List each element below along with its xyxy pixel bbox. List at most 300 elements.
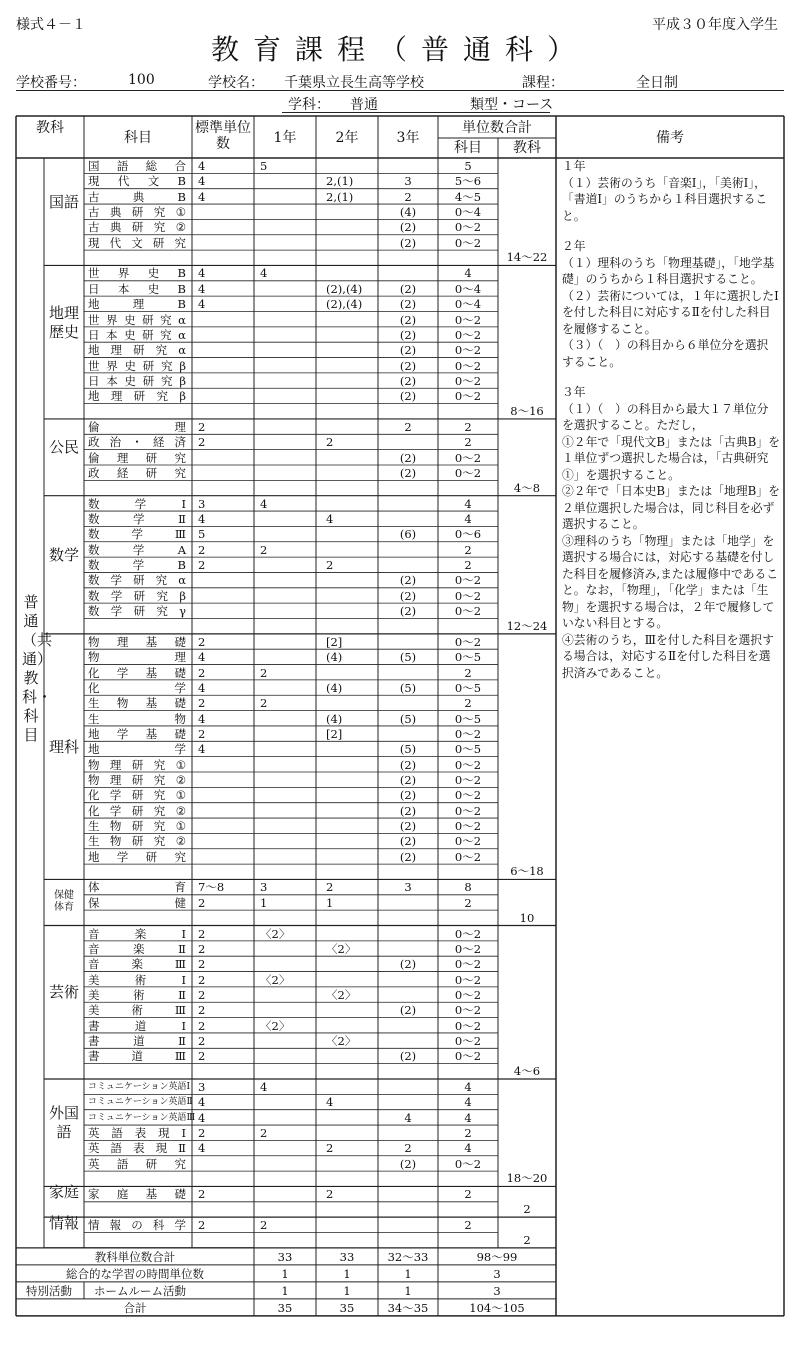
standard-units: 4 (198, 159, 206, 173)
standard-units: 2 (198, 1018, 206, 1033)
standard-units: 4 (198, 174, 206, 189)
subject-name (88, 927, 186, 941)
subject-char: 書 (88, 1018, 100, 1033)
standard-units: 2 (198, 435, 206, 450)
page-title: 教育課程（普通科） (210, 33, 589, 66)
remark-line: （１）理科のうち「物理基礎」，「地学基礎」のうちから１科目選択すること。 (562, 255, 775, 286)
summary-year3: 32～33 (387, 1249, 429, 1264)
subject-char: 本 (106, 327, 118, 342)
subject-name (88, 159, 186, 173)
subject-total: 0～2 (454, 588, 482, 603)
subject-char: Ⅱ (178, 987, 186, 1002)
subject-char: 道 (133, 1033, 145, 1048)
standard-units: 4 (198, 1141, 206, 1156)
subject-total: 0～2 (454, 235, 482, 250)
subject-char: 理 (110, 343, 123, 358)
subject-name (88, 328, 186, 342)
subject-name (88, 758, 186, 772)
year3-units: (2) (399, 803, 417, 818)
year3-units: (2) (399, 788, 417, 803)
subject-name (88, 973, 186, 987)
subject-total: 0～2 (454, 987, 482, 1002)
subject-char: 道 (131, 1049, 143, 1064)
subject-char: Ⅱ (178, 1033, 186, 1048)
year3-units: (2) (399, 373, 417, 388)
year2-units: (4) (326, 650, 343, 665)
area-label: 数学 (48, 545, 79, 564)
subject-name (88, 282, 186, 296)
subject-char: 研 (133, 588, 146, 603)
subject-total: 0～2 (454, 327, 482, 342)
year3-units: 3 (404, 880, 412, 895)
subject-total: 0～2 (454, 634, 482, 649)
subject-char: 究 (174, 1156, 186, 1171)
subject-char: 学 (109, 788, 122, 803)
area-label: 理科 (48, 737, 79, 756)
subject-total: 0～2 (454, 941, 482, 956)
col-remarks: 備考 (656, 130, 684, 146)
subject-char: 基 (145, 634, 158, 649)
year3-units: (2) (399, 312, 417, 327)
subject-char: 数 (88, 588, 100, 603)
subject-total: 2 (464, 1187, 472, 1202)
summary-year2: 35 (339, 1300, 355, 1315)
subject-char: Ⅰ (181, 1126, 186, 1141)
subject-char: 研 (131, 773, 144, 787)
subject-char: 学 (116, 726, 129, 741)
subject-total: 4 (464, 266, 472, 281)
year1-units: 2 (260, 1218, 268, 1233)
subject-char: 術 (134, 972, 147, 987)
subject-name (88, 957, 186, 971)
subject-char: 礎 (174, 696, 186, 711)
subject-char: 研 (145, 450, 158, 465)
subject-name (88, 497, 186, 511)
subject-char: 研 (131, 834, 144, 849)
year1-units: 1 (260, 895, 268, 910)
course: 全日制 (636, 75, 678, 91)
subject-char: β (179, 588, 186, 603)
subject-char: 術 (131, 1003, 143, 1018)
subject-name (88, 788, 186, 802)
subject-total: 8 (464, 880, 472, 895)
special-activity-label: 特別活動 (26, 1283, 72, 1298)
standard-units: 2 (198, 1218, 206, 1233)
entry-year: 平成３０年度入学生 (652, 17, 778, 33)
subject-char: 英 (88, 1156, 100, 1171)
subject-char: ② (175, 834, 186, 849)
year3-units: 3 (404, 174, 412, 189)
year3-units: 2 (404, 419, 412, 434)
subject-char: β (179, 373, 186, 388)
standard-units: 3 (198, 1080, 206, 1094)
year2-units: [2] (326, 726, 343, 741)
subject-char: 礎 (174, 634, 186, 649)
col-area-label: 教科 (36, 120, 64, 136)
year3-units: (2) (399, 297, 417, 312)
subject-char: 究 (174, 235, 186, 250)
subject-char: 日 (88, 281, 100, 296)
subject-char: 数 (88, 496, 100, 511)
year2-units: (4) (326, 711, 343, 726)
subject-char: 書 (88, 1033, 100, 1048)
subject-name (88, 297, 186, 311)
summary-year1: 35 (277, 1300, 293, 1315)
subject-total: 0～2 (454, 466, 482, 480)
subject-char: Ⅲ (174, 1003, 186, 1018)
area-label: 芸術 (48, 983, 79, 1002)
subject-char: 理 (109, 773, 122, 787)
year1-units: 2 (260, 696, 268, 711)
subject-total: 0～2 (454, 726, 482, 741)
subject-char: 地 (88, 389, 100, 404)
subject-name (88, 573, 186, 587)
subject-char: 学 (116, 849, 129, 864)
area-label: 家庭 (48, 1182, 79, 1201)
year3-units: (2) (399, 343, 417, 358)
standard-units: 4 (198, 650, 206, 665)
area-total: 2 (523, 1202, 531, 1217)
subject-char: ① (175, 757, 186, 772)
subject-char: 本 (106, 373, 118, 388)
summary-year3: 34～35 (387, 1300, 429, 1315)
subject-total: 4 (464, 1095, 472, 1110)
year2-units: (2),(4) (326, 281, 363, 296)
subject-char: Ⅰ (181, 496, 186, 511)
subject-char: 地 (88, 726, 100, 741)
subject-total: 0～2 (454, 220, 482, 235)
subject-name: コミュニケーション英語Ⅲ (88, 1112, 196, 1123)
subject-char: B (177, 266, 186, 281)
subject-name (88, 1034, 186, 1048)
subject-char: 数 (88, 604, 100, 619)
subject-char: 文 (131, 235, 143, 250)
subject-char: 音 (88, 926, 100, 941)
subject-char: Ⅲ (174, 1049, 186, 1064)
area-label: 外国語 (48, 1104, 79, 1142)
standard-units: 2 (198, 726, 206, 741)
subject-name (88, 696, 186, 710)
subject-char: 史 (124, 327, 136, 342)
subject-char: Ⅲ (174, 527, 186, 542)
subject-total: 2 (464, 696, 472, 711)
course-label: 課程： (522, 75, 564, 91)
subject-char: 音 (88, 941, 100, 956)
subject-total: 0～4 (454, 297, 482, 312)
subject-total: 0～2 (454, 1003, 482, 1018)
area-label: 公民 (48, 438, 79, 457)
subject-total: 0～2 (454, 788, 482, 803)
school-no: 100 (128, 72, 155, 88)
subject-name (88, 205, 186, 219)
subject-total: 0～5 (454, 711, 482, 726)
subject-char: 表 (134, 1126, 147, 1141)
subject-total: 4～5 (454, 189, 482, 204)
subject-char: 研 (145, 849, 158, 864)
subject-name (88, 650, 186, 664)
standard-units: 4 (198, 1110, 206, 1125)
subject-char: B (177, 189, 186, 204)
year3-units: (2) (399, 1003, 417, 1018)
subject-char: 究 (160, 327, 172, 342)
subject-char: 現 (158, 1126, 170, 1141)
subject-char: 音 (88, 957, 100, 972)
subject-total: 4 (464, 1110, 472, 1125)
year2-units: 2,(1) (326, 174, 354, 189)
subject-char: 研 (133, 573, 145, 588)
subject-total: 0～2 (454, 373, 482, 388)
subject-char: 究 (156, 604, 168, 619)
subject-char: 生 (88, 819, 100, 834)
subject-char: 研 (131, 788, 144, 803)
subject-char: 合 (174, 159, 186, 173)
subject-char: α (178, 327, 186, 342)
subject-total: 0～2 (454, 757, 482, 772)
subject-char: 学 (133, 512, 145, 527)
summary-year3: 1 (404, 1266, 412, 1281)
subject-char: 物 (109, 834, 122, 849)
subject-total: 0～4 (454, 281, 482, 296)
remark-line: （１）芸術のうち「音楽Ⅰ」，「美術Ⅰ」，「書道Ⅰ」のうちから１科目選択すること。 (562, 175, 768, 223)
subject-char: 物 (174, 711, 186, 726)
summary-total: 98～99 (476, 1249, 518, 1264)
standard-units: 2 (198, 419, 206, 434)
subject-char: 界 (117, 266, 130, 281)
subject-name (88, 942, 186, 956)
subject-name (88, 313, 186, 327)
subject-char: 数 (88, 527, 100, 542)
subject-total: 2 (464, 1126, 472, 1141)
year1-units: 5 (260, 159, 268, 173)
year3-units: (2) (399, 281, 417, 296)
subject-char: 理 (174, 419, 186, 434)
col-year3: 3年 (396, 130, 420, 146)
year2-units: 〈2〉 (326, 1033, 357, 1048)
subject-char: 基 (145, 665, 158, 680)
subject-char: 化 (88, 803, 100, 818)
subject-char: ① (175, 205, 186, 220)
subject-name (88, 190, 186, 204)
subject-total: 0～2 (454, 1033, 482, 1048)
subject-name (88, 727, 186, 741)
col-standard (192, 120, 254, 152)
subject-char: 数 (88, 573, 100, 588)
standard-units: 2 (198, 957, 206, 972)
col-area (16, 120, 84, 136)
col-subject: 科目 (124, 130, 152, 146)
summary-year1: 1 (281, 1266, 289, 1281)
subject-char: 理 (110, 389, 123, 404)
year3-units: (2) (399, 450, 417, 465)
subject-char: β (179, 389, 186, 404)
subject-char: 学 (131, 527, 143, 542)
subject-char: 語 (111, 1126, 123, 1141)
subject-char: 生 (88, 834, 100, 849)
summary-label: 教科単位数合計 (94, 1249, 176, 1264)
subject-char: 表 (133, 1141, 145, 1156)
subject-total: 4 (464, 512, 472, 527)
subject-total: 0～2 (454, 358, 482, 373)
subject-char: 現 (88, 174, 100, 189)
year2-units: (2),(4) (326, 297, 363, 312)
remark-line (562, 224, 780, 238)
subject-name (88, 850, 186, 864)
subject-char: 総 (145, 159, 158, 173)
subject-char: 究 (153, 803, 166, 818)
subject-char: 究 (174, 849, 186, 864)
year3-units: (2) (399, 604, 417, 619)
year2-units: (4) (326, 680, 343, 695)
subject-name (88, 1218, 186, 1232)
subject-char: 研 (145, 1156, 158, 1171)
subject-total: 0～5 (454, 742, 482, 757)
standard-units: 2 (198, 941, 206, 956)
subject-char: Ⅰ (181, 926, 186, 941)
school-name: 千葉県立長生高等学校 (284, 75, 424, 91)
col-year1: 1年 (273, 130, 297, 146)
subject-char: 科 (152, 1218, 165, 1233)
subject-name (88, 896, 186, 910)
remark-line: （３）（ ）の科目から６単位分を選択すること。 (562, 338, 769, 369)
year3-units: 2 (404, 189, 412, 204)
subject-char: ・ (131, 435, 143, 450)
standard-units: 2 (198, 1003, 206, 1018)
year3-units: (5) (399, 742, 417, 757)
subject-char: 語 (116, 159, 129, 173)
subject-name (88, 374, 186, 388)
standard-units: 4 (198, 281, 206, 296)
subject-name (88, 543, 186, 557)
subject-total: 2 (464, 895, 472, 910)
subject-char: 研 (133, 389, 146, 404)
subject-char: γ (179, 604, 186, 619)
subject-char: B (177, 281, 186, 296)
subject-char: 礎 (174, 665, 186, 680)
year2-units: 〈2〉 (326, 987, 357, 1002)
remark-line: ２年 (562, 239, 586, 253)
subject-char: 理 (132, 297, 145, 312)
year2-units: 4 (326, 512, 334, 527)
standard-units: 2 (198, 1187, 206, 1202)
year3-units: (2) (399, 389, 417, 404)
subject-char: Ⅲ (174, 957, 186, 972)
school-no-label: 学校番号： (16, 75, 86, 91)
subject-char: 学 (132, 542, 145, 557)
subject-char: 庭 (116, 1187, 129, 1202)
subject-char: α (178, 573, 186, 588)
subject-char: Ⅱ (178, 512, 186, 527)
standard-units: 3 (198, 496, 206, 511)
subject-name (88, 666, 186, 680)
year1-units: 4 (260, 496, 268, 511)
area-total: 8～16 (510, 403, 544, 418)
subject-char: 究 (155, 573, 168, 588)
year1-units: 2 (260, 665, 268, 680)
subject-char: ② (175, 773, 186, 787)
subject-name (88, 773, 186, 787)
subject-char: ① (175, 788, 186, 803)
year2-units: [2] (326, 634, 343, 649)
subject-char: Ⅰ (181, 1018, 186, 1033)
subject-char: 界 (106, 312, 118, 327)
subject-char: 界 (106, 358, 118, 373)
subject-char: 経 (152, 435, 165, 450)
remark-line: （１）（ ）の科目から最大１７単位分を選択すること。ただし， (562, 401, 769, 432)
subject-total: 2 (464, 665, 472, 680)
year3-units: (2) (399, 1049, 417, 1064)
col-total-subject: 科目 (454, 140, 482, 156)
subject-name (88, 1126, 186, 1140)
year3-units: (2) (399, 235, 417, 250)
subject-char: 学 (132, 558, 145, 573)
subject-name (88, 174, 186, 188)
subject-char: 研 (142, 327, 154, 342)
standard-units: 4 (198, 1095, 206, 1110)
standard-units: 4 (198, 742, 206, 757)
subject-char: 世 (88, 266, 100, 281)
subject-total: 2 (464, 542, 472, 557)
subject-total: 5 (464, 159, 472, 173)
subject-char: 研 (142, 373, 155, 388)
subject-total: 0～2 (454, 773, 482, 787)
subject-name (88, 359, 186, 373)
year3-units: (2) (399, 466, 417, 480)
year3-units: (2) (399, 327, 417, 342)
subject-total: 5～6 (454, 174, 482, 189)
subject-char: 礎 (174, 1187, 186, 1202)
standard-units: 4 (198, 266, 206, 281)
subject-char: 究 (153, 220, 166, 235)
school-name-label: 学校名： (208, 75, 264, 91)
subject-char: 学 (110, 588, 123, 603)
subject-char: 政 (88, 466, 100, 480)
subject-char: 治 (109, 435, 122, 450)
area-total: 18～20 (506, 1171, 548, 1186)
standard-units: 7～8 (198, 880, 225, 895)
standard-units: 2 (198, 926, 206, 941)
subject-char: 英 (88, 1126, 100, 1141)
subject-char: 物 (88, 757, 100, 772)
subject-total: 2 (464, 435, 472, 450)
subject-char: 理 (174, 650, 186, 665)
subject-char: 学 (174, 742, 186, 757)
subject-char: 国 (88, 159, 100, 173)
subject-total: 0～2 (454, 926, 482, 941)
subject-name (88, 880, 186, 894)
subject-char: 学 (174, 1218, 186, 1233)
subject-char: 倫 (88, 419, 100, 434)
year3-units: (2) (399, 757, 417, 772)
year1-units: 4 (260, 266, 268, 281)
subject-char: 物 (109, 819, 122, 834)
year1-units: 4 (260, 1080, 268, 1094)
subject-char: 現 (88, 235, 100, 250)
summary-year1: 1 (281, 1283, 289, 1298)
area-total: 4～6 (513, 1064, 541, 1078)
subject-char: 礎 (174, 726, 186, 741)
subject-name (88, 1003, 186, 1017)
subject-char: 典 (109, 205, 122, 220)
subject-char: 学 (134, 496, 147, 511)
subject-char: 理 (116, 634, 129, 649)
subject-total: 0～2 (454, 819, 482, 834)
subject-char: 健 (174, 895, 186, 910)
year2-units: 2 (326, 558, 334, 573)
standard-units: 2 (198, 696, 206, 711)
subject-name (88, 389, 186, 403)
subject-char: 研 (131, 220, 144, 235)
summary-total: 3 (493, 1266, 501, 1281)
